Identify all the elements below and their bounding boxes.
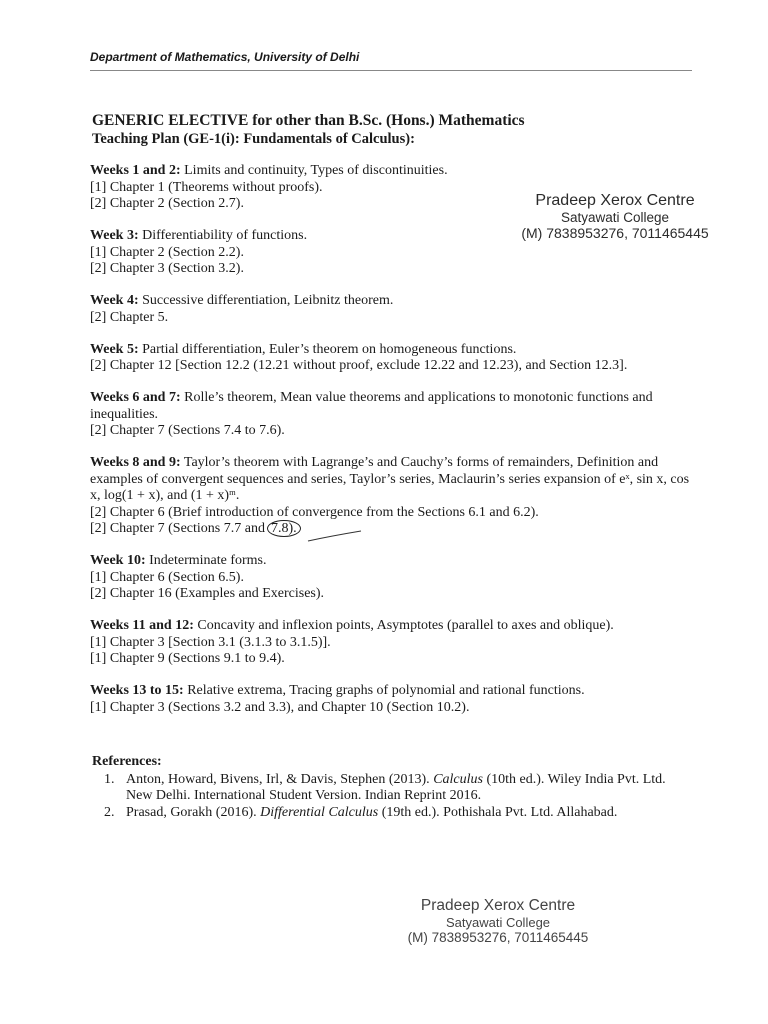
week-block: [90, 390, 695, 440]
week-reference: [2] Chapter 16 (Examples and Exercises).: [90, 586, 325, 601]
week-reference: [2] Chapter 7 (Sections 7.4 to 7.6).: [90, 423, 285, 438]
shop-stamp: [500, 192, 730, 241]
week-reference: [2] Chapter 7 (Sections 7.7 and: [90, 521, 265, 536]
references-title: References:: [92, 754, 162, 769]
week-title: Week 3:: [90, 228, 139, 243]
book-title: Differential Calculus: [260, 805, 379, 820]
document-subtitle: Teaching Plan (GE-1(i): Fundamentals of Calculus):: [92, 131, 415, 147]
week-topic: Differentiability of functions.: [138, 228, 308, 243]
week-reference: [1] Chapter 3 [Section 3.1 (3.1.3 to 3.1.5)].: [90, 634, 331, 650]
week-reference: [1] Chapter 9 (Sections 9.1 to 9.4).: [90, 651, 285, 666]
week-topic: Taylor’s theorem with Lagrange’s and Cauchy’s forms of remainders, Definition and examples of convergent sequences and series, Taylor’s series, Maclaurin’s series expansion of eˣ, sin x, cos x, log(1 + x), and (1 + x)ᵐ.: [90, 455, 690, 503]
department-header: Department of Mathematics, University of Delhi: [90, 50, 360, 64]
circled-annotation: 7.8).: [267, 520, 301, 537]
week-title: Weeks 6 and 7:: [90, 390, 181, 405]
week-topic: Rolle’s theorem, Mean value theorems and applications to monotonic functions and inequalities.: [90, 390, 653, 422]
stamp-college: Satyawati College: [560, 210, 670, 225]
stamp-name: Pradeep Xerox Centre: [420, 897, 576, 914]
stamp-college: Satyawati College: [445, 915, 551, 930]
week-block: [90, 618, 695, 668]
book-title: Calculus: [433, 772, 483, 787]
week-reference: [2] Chapter 5.: [90, 309, 169, 325]
week-title: Week 5:: [90, 341, 139, 357]
week-block: [90, 553, 695, 603]
week-reference: [2] Chapter 3 (Section 3.2).: [90, 261, 244, 276]
stamp-phone: (M) 7838953276, 7011465445: [521, 225, 709, 241]
week-title: Weeks 13 to 15:: [90, 683, 184, 698]
stamp-name: Pradeep Xerox Centre: [535, 192, 695, 209]
document-title: GENERIC ELECTIVE for other than B.Sc. (Hons.) Mathematics: [92, 112, 525, 129]
week-title: Weeks 11 and 12:: [90, 618, 194, 633]
reference-item: 1. Anton, Howard, Bivens, Irl, & Davis, Stephen (2013). Calculus (10th ed.). Wiley India Pvt. Ltd. New Delhi. International Student Version. Indian Reprint 2016.: [118, 772, 692, 804]
week-topic: Relative extrema, Tracing graphs of polynomial and rational functions.: [183, 683, 585, 698]
reference-item: 2. Prasad, Gorakh (2016). Differential Calculus (19th ed.). Pothishala Pvt. Ltd. Allahabad.: [118, 805, 692, 821]
week-block: [90, 342, 695, 375]
teaching-plan: [90, 163, 695, 732]
week-reference: [2] Chapter 6 (Brief introduction of convergence from the Sections 6.1 and 6.2).: [90, 504, 539, 520]
week-topic: Indeterminate forms.: [145, 553, 267, 568]
week-reference: [2] Chapter 2 (Section 2.7).: [90, 196, 244, 211]
week-block: [90, 293, 695, 326]
week-reference: [1] Chapter 1 (Theorems without proofs).: [90, 179, 323, 195]
week-reference: [1] Chapter 2 (Section 2.2).: [90, 244, 244, 260]
week-reference: [1] Chapter 6 (Section 6.5).: [90, 569, 244, 585]
week-reference: [1] Chapter 3 (Sections 3.2 and 3.3), and Chapter 10 (Section 10.2).: [90, 699, 470, 715]
pen-mark: [306, 525, 366, 545]
week-title: Week 10:: [90, 553, 146, 568]
references-section: [92, 754, 692, 822]
shop-stamp: [388, 897, 608, 945]
stamp-phone: (M) 7838953276, 7011465445: [407, 930, 589, 945]
header-rule: [90, 70, 692, 71]
references-list: [92, 772, 692, 821]
week-title: Weeks 8 and 9:: [90, 455, 181, 470]
week-topic: Limits and continuity, Types of discontinuities.: [180, 163, 448, 178]
week-title: Week 4:: [90, 293, 139, 308]
week-topic: Concavity and inflexion points, Asymptotes (parallel to axes and oblique).: [193, 618, 614, 633]
week-reference: [2] Chapter 12 [Section 12.2 (12.21 without proof, exclude 12.22 and 12.23), and Section 12.3].: [90, 358, 628, 373]
week-topic: Partial differentiation, Euler’s theorem on homogeneous functions.: [138, 341, 517, 357]
week-topic: Successive differentiation, Leibnitz theorem.: [138, 293, 394, 308]
week-title: Weeks 1 and 2:: [90, 163, 181, 178]
week-block: [90, 455, 695, 538]
week-block: [90, 683, 695, 716]
